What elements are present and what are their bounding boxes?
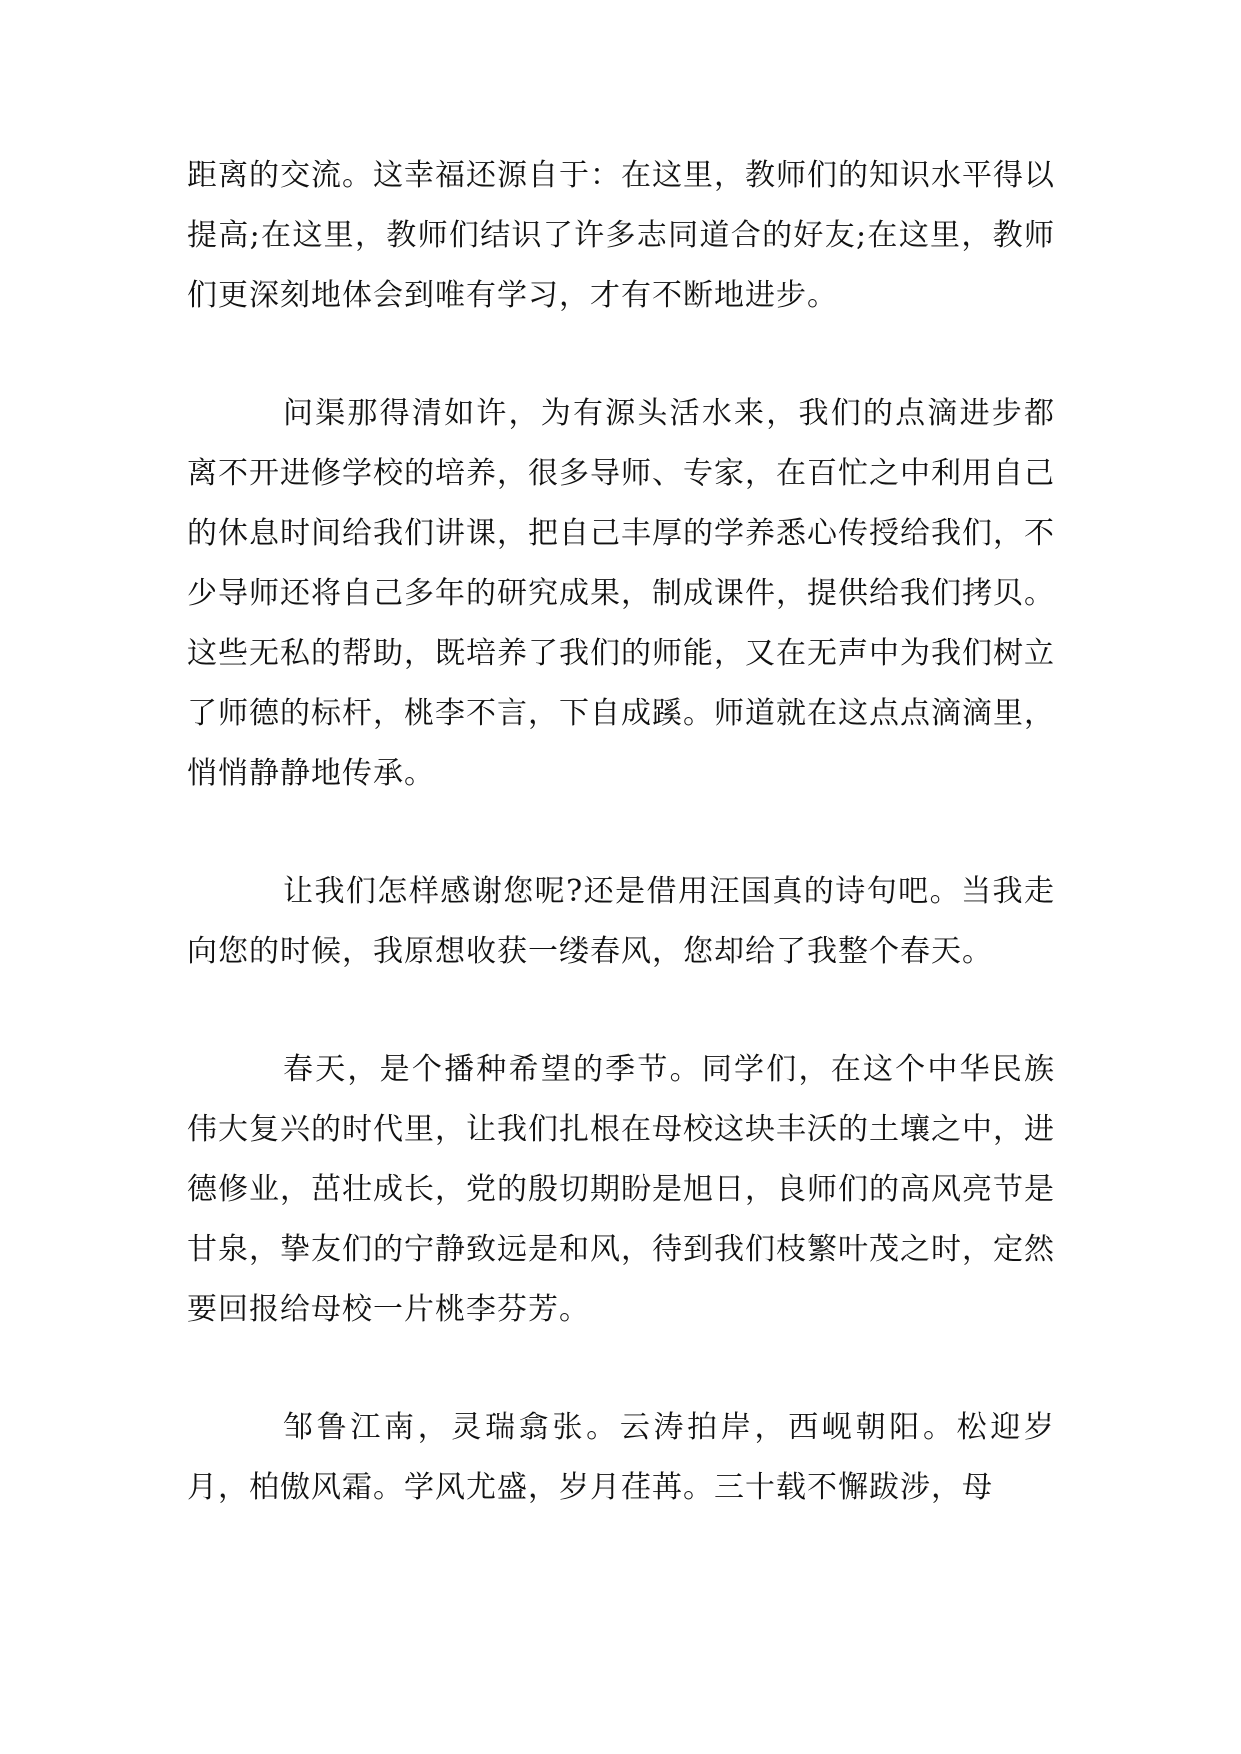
paragraph-gap [187, 804, 1055, 862]
paragraph-2: 问渠那得清如许，为有源头活水来，我们的点滴进步都离不开进修学校的培养，很多导师、专家，在百忙之中利用自己的休息时间给我们讲课，把自己丰厚的学养悉心传授给我们，不少导师还将自己多年的研究成果，制成课件，提供给我们拷贝。这些无私的帮助，既培养了我们的师能，又在无声中为我们树立了师德的标杆，桃李不言，下自成蹊。师道就在这点点滴滴里，悄悄静静地传承。 [187, 396, 1055, 791]
document-body [187, 146, 1055, 1518]
paragraph-gap [187, 982, 1055, 1040]
paragraph-4: 春天，是个播种希望的季节。同学们，在这个中华民族伟大复兴的时代里，让我们扎根在母校这块丰沃的土壤之中，进德修业，茁壮成长，党的殷切期盼是旭日，良师们的高风亮节是甘泉，挚友们的宁静致远是和风，待到我们枝繁叶茂之时，定然要回报给母校一片桃李芬芳。 [187, 1052, 1055, 1327]
paragraph-5: 邹鲁江南，灵瑞翕张。云涛拍岸，西岘朝阳。松迎岁月，柏傲风霜。学风尤盛，岁月荏苒。三十载不懈跋涉，母 [187, 1410, 1055, 1505]
paragraph-gap [187, 326, 1055, 384]
paragraph-gap [187, 1340, 1055, 1398]
paragraph-1: 距离的交流。这幸福还源自于：在这里，教师们的知识水平得以提高;在这里，教师们结识了许多志同道合的好友;在这里，教师们更深刻地体会到唯有学习，才有不断地进步。 [187, 158, 1055, 313]
paragraph-3: 让我们怎样感谢您呢?还是借用汪国真的诗句吧。当我走向您的时候，我原想收获一缕春风，您却给了我整个春天。 [187, 874, 1055, 969]
